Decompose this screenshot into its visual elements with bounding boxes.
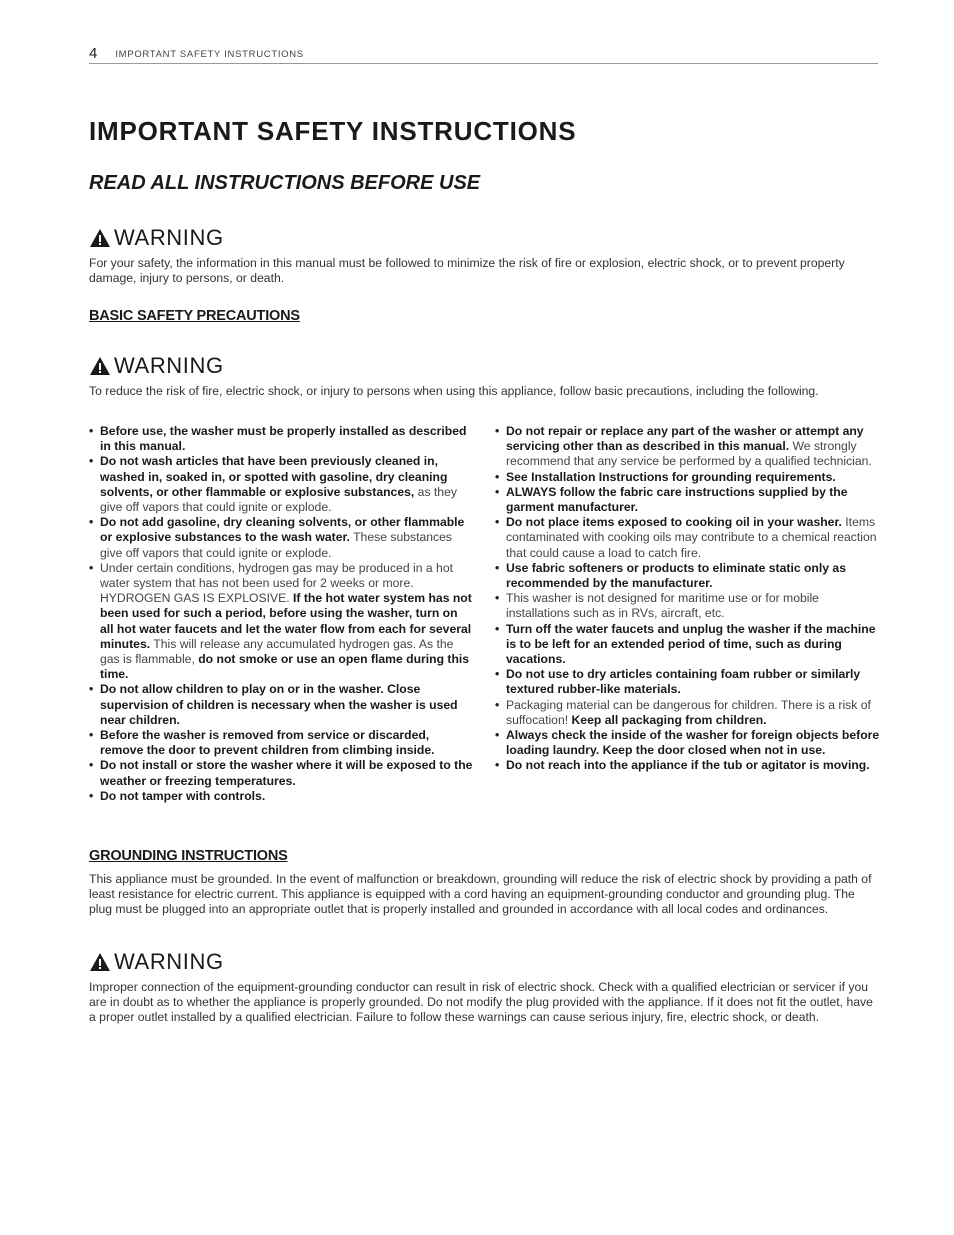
precaution-bold-text: Do not tamper with controls. xyxy=(100,788,266,803)
precaution-bold-text: Do not use to dry articles containing foam rubber or similarly textured rubber-like materials. xyxy=(506,667,861,697)
precaution-bold-text: Do not reach into the appliance if the tub or agitator is moving. xyxy=(506,758,870,773)
warning-text: Improper connection of the equipment-grounding conductor can result in risk of electric shock. Check with a qualified electrician or servicer if you are in doubt as to whether the appliance is properly grounded. Do not modify the plug provided with the appliance. If it does not fit the outlet, have a proper outlet installed by a qualified electrician. Failure to follow these warnings can cause serious injury, fire, electric shock, or death. xyxy=(89,980,873,1025)
precaution-item xyxy=(89,454,474,515)
precaution-bold-text: Do not install or store the washer where it will be exposed to the weather or freezing temperatures. xyxy=(100,758,473,788)
warning-triangle-icon xyxy=(89,952,111,972)
precaution-bold-text: Do not allow children to play on or in the washer. Close supervision of children is necessary when the washer is used near children. xyxy=(100,682,458,727)
precaution-bold-text: Before the washer is removed from service or discarded, remove the door to prevent children from climbing inside. xyxy=(100,728,435,758)
warning-triangle-icon xyxy=(89,228,111,248)
precaution-item xyxy=(495,561,881,591)
precautions-right-column xyxy=(495,424,881,774)
precautions-left-column xyxy=(89,424,474,804)
precaution-text: These substances give off vapors that could ignite or explode. xyxy=(100,530,453,560)
warning-label: WARNING xyxy=(114,225,224,250)
precaution-bold-text: Do not add gasoline, dry cleaning solvents, or other flammable or explosive substances to the wash water. xyxy=(100,515,465,545)
warning-text: To reduce the risk of fire, electric shock, or injury to persons when using this appliance, follow basic precautions, including the following. xyxy=(89,384,819,398)
warning-text: For your safety, the information in this manual must be followed to minimize the risk of fire or explosion, electric shock, or to prevent property damage, injury to persons, or death. xyxy=(89,256,845,286)
precaution-item xyxy=(495,515,881,561)
warning-heading xyxy=(89,354,879,378)
precaution-item xyxy=(495,470,881,485)
page-number: 4 xyxy=(89,45,98,62)
running-head: IMPORTANT SAFETY INSTRUCTIONS xyxy=(115,49,304,60)
warning-block-general xyxy=(89,226,879,286)
precaution-item xyxy=(89,561,474,683)
precaution-text: We strongly recommend that any service be performed by a qualified technician. xyxy=(506,439,872,469)
precaution-item xyxy=(495,667,881,697)
precaution-bold-text: If the hot water system has not been used for such a period, before using the washer, turn on all hot water faucets and let the water flow from each for several minutes. xyxy=(100,591,472,651)
precaution-text: Packaging material can be dangerous for children. There is a risk of suffocation! xyxy=(506,697,871,727)
precaution-item xyxy=(495,591,881,621)
precaution-item xyxy=(495,698,881,728)
precaution-item xyxy=(495,424,881,470)
precaution-item xyxy=(89,682,474,728)
precaution-item xyxy=(89,789,474,804)
precaution-text: as they give off vapors that could ignite or explode. xyxy=(100,484,457,515)
precaution-bold-text: See Installation Instructions for grounding requirements. xyxy=(506,469,836,484)
warning-heading xyxy=(89,226,879,250)
precaution-item xyxy=(89,758,474,788)
precaution-bold-text: Always check the inside of the washer for foreign objects before loading laundry. Keep the door closed when not in use. xyxy=(506,728,880,758)
precaution-text: This washer is not designed for maritime use or for mobile installations such as in RVs, aircraft, etc. xyxy=(506,591,819,621)
page-subtitle: READ ALL INSTRUCTIONS BEFORE USE xyxy=(89,172,481,194)
precaution-item xyxy=(495,728,881,758)
precaution-item xyxy=(495,485,881,515)
page-title: IMPORTANT SAFETY INSTRUCTIONS xyxy=(89,116,577,146)
warning-block-basic xyxy=(89,354,879,399)
grounding-heading: GROUNDING INSTRUCTIONS xyxy=(89,848,288,864)
precaution-bold-text: Before use, the washer must be properly installed as described in this manual. xyxy=(100,424,467,454)
precaution-text: Under certain conditions, hydrogen gas may be produced in a hot water system that has not been used for 2 weeks or more. HYDROGEN GAS IS EXPLOSIVE. xyxy=(100,560,453,606)
precaution-bold-text: Do not wash articles that have been previously cleaned in, washed in, soaked in, or spotted with gasoline, dry cleaning solvents, or other flammable or explosive substances, xyxy=(100,454,448,499)
precaution-bold-text: Do not repair or replace any part of the washer or attempt any servicing other than as described in this manual. xyxy=(506,424,864,454)
precaution-bold-text: Use fabric softeners or products to eliminate static only as recommended by the manufacturer. xyxy=(506,560,846,591)
precaution-item xyxy=(89,424,474,454)
precaution-bold-text: ALWAYS follow the fabric care instructions supplied by the garment manufacturer. xyxy=(506,484,848,515)
grounding-text: This appliance must be grounded. In the event of malfunction or breakdown, grounding will reduce the risk of electric shock by providing a path of least resistance for electric current. This appliance is equipped with a cord having an equipment-grounding conductor and grounding plug. The plug must be plugged into an appropriate outlet that is properly installed and grounded in accordance with all local codes and ordinances. xyxy=(89,872,872,917)
precaution-bold-text: Do not place items exposed to cooking oil in your washer. xyxy=(506,515,842,530)
precaution-item xyxy=(89,515,474,561)
precaution-item xyxy=(495,758,881,773)
precaution-item xyxy=(495,622,881,668)
precaution-text: This will release any accumulated hydrogen gas. As the gas is flammable, xyxy=(100,636,454,667)
page-header xyxy=(89,44,878,64)
precaution-bold-text: Turn off the water faucets and unplug the washer if the machine is to be left for an extended period of time, such as during vacations. xyxy=(506,621,876,667)
precaution-text: Items contaminated with cooking oils may contribute to a chemical reaction that could cause a load to catch fire. xyxy=(506,515,877,560)
basic-safety-heading: BASIC SAFETY PRECAUTIONS xyxy=(89,308,300,324)
precaution-bold-text: do not smoke or use an open flame during this time. xyxy=(100,652,470,682)
warning-heading xyxy=(89,950,879,974)
warning-label: WARNING xyxy=(114,353,224,378)
precaution-bold-text: Keep all packaging from children. xyxy=(571,712,767,727)
warning-label: WARNING xyxy=(114,949,224,974)
warning-triangle-icon xyxy=(89,356,111,376)
precaution-item xyxy=(89,728,474,758)
warning-block-grounding xyxy=(89,950,879,1026)
